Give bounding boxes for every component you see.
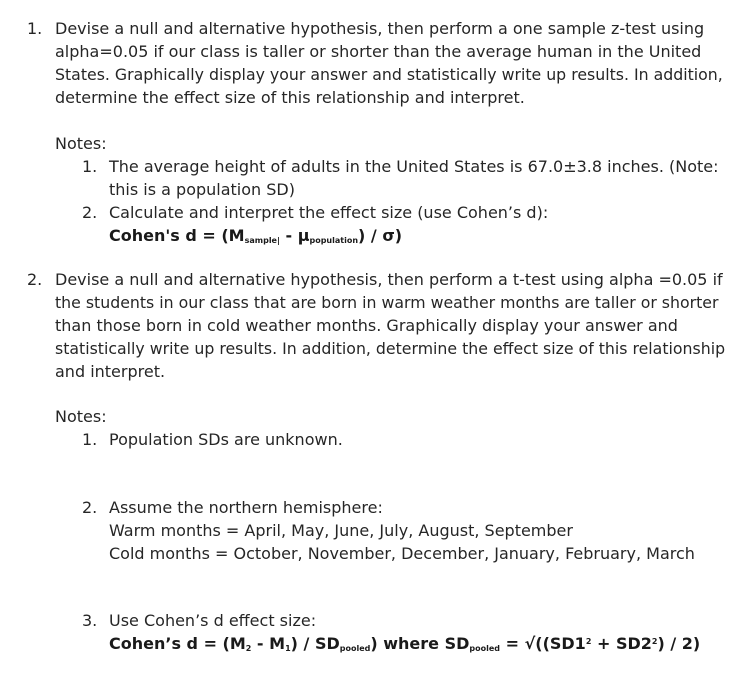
formula-text: - M	[251, 634, 286, 653]
formula-text: ) / SD	[290, 634, 340, 653]
formula-text: ) / σ)	[358, 226, 403, 245]
q1-line-4: determine the effect size of this relationship and interpret.	[55, 88, 525, 107]
formula-subscript: sample|	[244, 236, 280, 245]
formula-text: Cohen's d = (M	[109, 226, 245, 245]
formula-subscript: population	[309, 236, 359, 245]
q2-line-5: and interpret.	[55, 362, 166, 381]
q2-notes-label: Notes:	[55, 407, 107, 426]
q1-number: 1.	[27, 19, 43, 38]
q2-note3-number: 3.	[82, 611, 98, 630]
q1-line-1: Devise a null and alternative hypothesis, then perform a one sample z-test using	[55, 19, 705, 38]
q1-notes-label: Notes:	[55, 134, 107, 153]
q1-line-3: States. Graphically display your answer and statistically write up results. In addition,	[55, 65, 723, 84]
formula-subscript: pooled	[339, 644, 371, 653]
formula-text: ) where SD	[370, 634, 470, 653]
q1-line-2: alpha=0.05 if our class is taller or shorter than the average human in the United	[55, 42, 702, 61]
q2-line-3: than those born in cold weather months. Graphically display your answer and	[55, 316, 678, 335]
q2-note1-number: 1.	[82, 430, 98, 449]
q2-cohens-d-formula	[109, 632, 700, 655]
q2-note2-line-3: Cold months = October, November, December, January, February, March	[109, 544, 695, 563]
formula-text: Cohen’s d = (M	[109, 634, 246, 653]
q2-note2-number: 2.	[82, 498, 98, 517]
formula-subscript: 2	[245, 644, 252, 653]
formula-text: ) / 2)	[657, 634, 701, 653]
formula-text: = √((SD1	[500, 634, 586, 653]
q2-note3-line-1: Use Cohen’s d effect size:	[109, 611, 317, 630]
q1-note2-line-1: Calculate and interpret the effect size (use Cohen’s d):	[109, 203, 549, 222]
q1-cohens-d-formula	[109, 224, 402, 247]
q2-line-2: the students in our class that are born in warm weather months are taller or shorter	[55, 293, 719, 312]
formula-text: + SD2	[591, 634, 652, 653]
q1-note1-line-2: this is a population SD)	[109, 180, 295, 199]
formula-subscript: 1	[285, 644, 291, 653]
q1-note2-number: 2.	[82, 203, 98, 222]
formula-superscript: 2	[585, 637, 592, 646]
q2-number: 2.	[27, 270, 43, 289]
q2-note1-line-1: Population SDs are unknown.	[109, 430, 343, 449]
q1-note1-number: 1.	[82, 157, 98, 176]
formula-text: - μ	[279, 226, 310, 245]
q2-note2-line-1: Assume the northern hemisphere:	[109, 498, 383, 517]
formula-superscript: 2	[651, 637, 658, 646]
q2-note2-line-2: Warm months = April, May, June, July, August, September	[109, 521, 573, 540]
formula-subscript: pooled	[469, 644, 501, 653]
q2-line-4: statistically write up results. In addition, determine the effect size of this relationship	[55, 339, 726, 358]
q2-line-1: Devise a null and alternative hypothesis, then perform a t-test using alpha =0.05 if	[55, 270, 723, 289]
q1-note1-line-1: The average height of adults in the United States is 67.0±3.8 inches. (Note:	[109, 157, 719, 176]
